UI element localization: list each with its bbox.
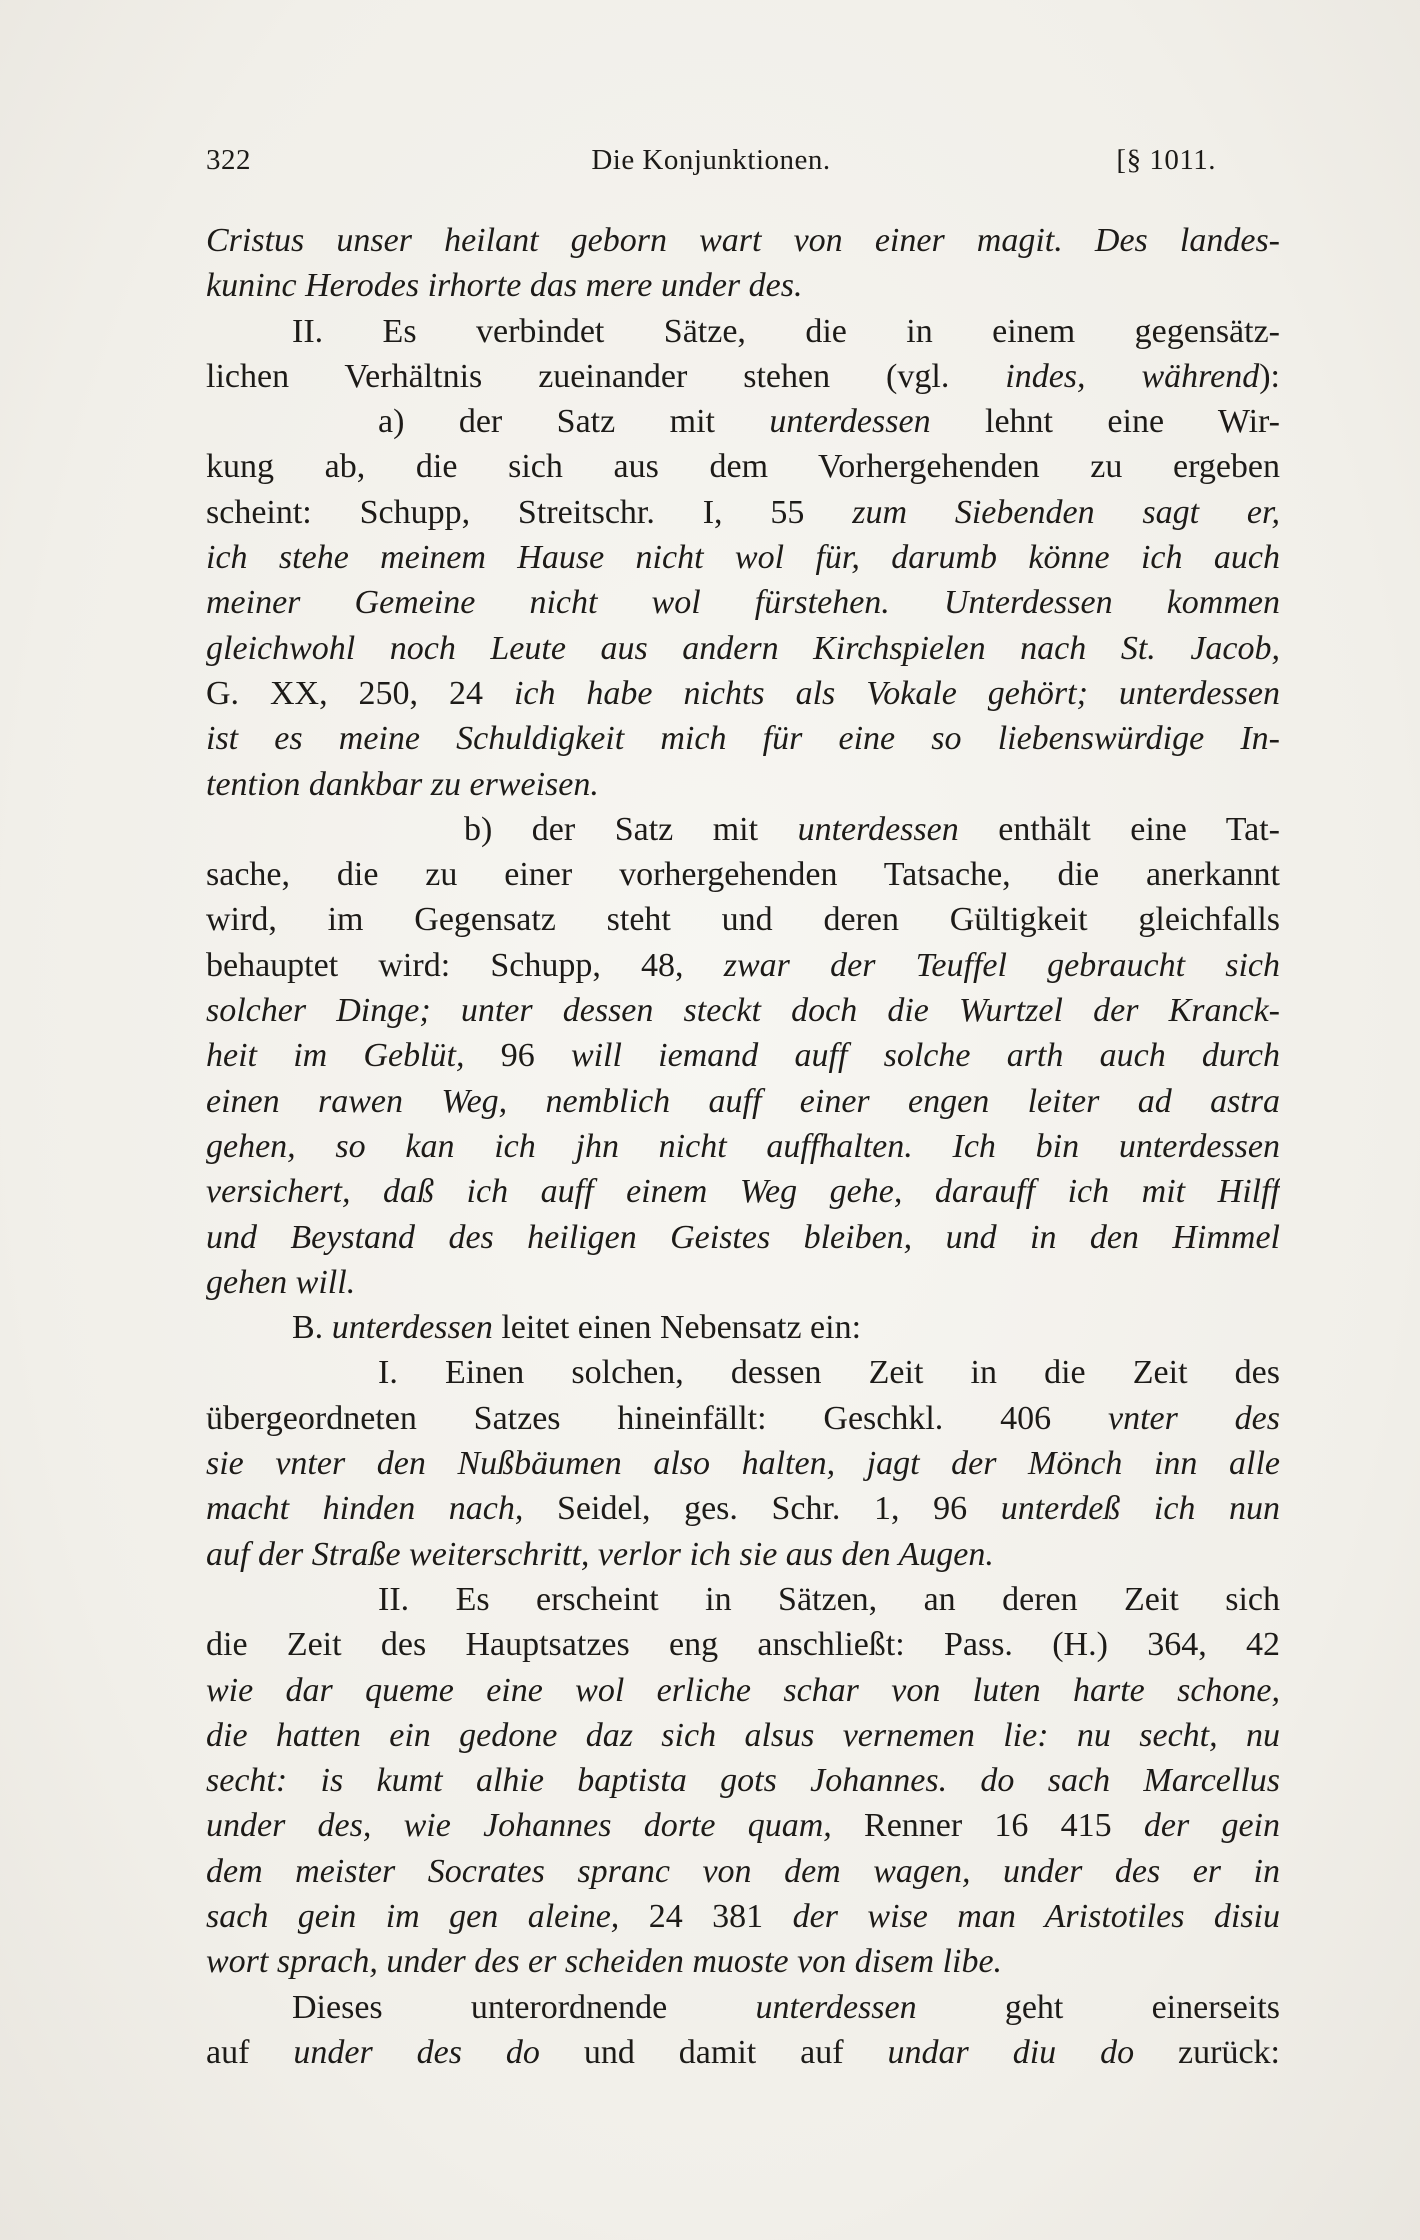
roman-text: leitet einen Nebensatz ein: (492, 1309, 862, 1347)
italic-text: unterdessen (331, 1309, 493, 1347)
italic-text: gehen will. (206, 1263, 356, 1301)
italic-text: wort sprach, under des er scheiden muoste von disem libe. (206, 1943, 1003, 1981)
italic-text: indes, während (1005, 357, 1260, 395)
running-title: Die Konjunktionen. (591, 144, 831, 176)
italic-text: unterdessen (797, 810, 959, 848)
italic-text: macht hinden nach, (206, 1490, 524, 1528)
italic-text: solcher Dinge; unter dessen steckt doch die Wurtzel der Kranck- (206, 992, 1280, 1030)
roman-text: 24 381 (619, 1897, 793, 1935)
text-line (206, 1939, 1280, 1984)
italic-text: sach gein im gen aleine, (206, 1897, 620, 1935)
italic-text: wie dar queme eine wol erliche schar von luten harte schone, (206, 1671, 1280, 1709)
roman-text: ): (1259, 357, 1280, 395)
italic-text: zwar der Teuffel gebraucht sich (723, 946, 1280, 984)
text-line (206, 1532, 1280, 1577)
text-line (206, 1033, 1280, 1078)
roman-text: B. (292, 1309, 332, 1347)
roman-text: wird, im Gegensatz steht und deren Gültigkeit gleichfalls (206, 901, 1280, 939)
roman-text: übergeordneten Satzes hineinfällt: Geschkl. 406 (206, 1399, 1108, 1437)
italic-text: der wise man Aristotiles disiu (792, 1897, 1280, 1935)
italic-text: zum Siebenden sagt er, (852, 493, 1280, 531)
text-line (206, 580, 1280, 625)
italic-text: unterdessen (769, 403, 931, 441)
text-line (206, 354, 1280, 399)
roman-text: II. Es verbindet Sätze, die in einem gegensätz- (292, 312, 1280, 350)
italic-text: undar diu do (887, 2033, 1135, 2071)
text-line (206, 1758, 1280, 1803)
text-line (206, 1849, 1280, 1894)
text-line (206, 490, 1280, 535)
italic-text: ist es meine Schuldigkeit mich für eine so liebenswürdige In- (206, 720, 1280, 758)
section-number: [§ 1011. (1116, 144, 1216, 176)
text-line (206, 1668, 1280, 1713)
text-line (206, 1079, 1280, 1124)
italic-text: gleichwohl noch Leute aus andern Kirchspielen nach St. Jacob, (206, 629, 1280, 667)
roman-text: und damit auf (539, 2033, 888, 2071)
roman-text: G. XX, 250, 24 (206, 674, 514, 712)
text-body (206, 218, 1280, 2075)
italic-text: Cristus unser heilant geborn wart von einer magit. Des landes- (206, 222, 1280, 259)
text-line (206, 444, 1280, 489)
text-line (206, 852, 1280, 897)
text-line (206, 1441, 1280, 1486)
italic-text: der gein (1143, 1807, 1280, 1845)
text-line (206, 535, 1280, 580)
italic-text: vnter des (1107, 1399, 1280, 1437)
italic-text: auf der Straße weiterschritt, verlor ich sie aus den Augen. (206, 1535, 994, 1573)
italic-text: under des do (293, 2033, 540, 2071)
text-line (206, 1985, 1280, 2030)
text-line (206, 716, 1280, 761)
text-line (206, 263, 1280, 308)
roman-text: Dieses unterordnende (292, 1988, 756, 2026)
text-line (206, 1305, 1280, 1350)
italic-text: ich stehe meinem Hause nicht wol für, darumb könne ich auch (206, 539, 1280, 577)
italic-text: die hatten ein gedone daz sich alsus vernemen lie: nu secht, nu (206, 1716, 1280, 1754)
italic-text: versichert, daß ich auff einem Weg gehe, darauff ich mit Hilff (206, 1173, 1280, 1211)
text-line (206, 1713, 1280, 1758)
italic-text: meiner Gemeine nicht wol fürstehen. Unterdessen kommen (206, 584, 1280, 622)
text-line (206, 2030, 1280, 2075)
roman-text: kung ab, die sich aus dem Vorhergehenden zu ergeben (206, 448, 1280, 486)
text-line (206, 1350, 1280, 1395)
roman-text: auf (206, 2033, 294, 2071)
roman-text: geht einerseits (916, 1988, 1280, 2026)
text-line (206, 1169, 1280, 1214)
text-line (206, 1577, 1280, 1622)
text-line (206, 1260, 1280, 1305)
roman-text: 96 (464, 1037, 571, 1075)
roman-text: Seidel, ges. Schr. 1, 96 (523, 1490, 1001, 1528)
roman-text: enthält eine Tat- (958, 810, 1280, 848)
text-line (206, 988, 1280, 1033)
roman-text: a) der Satz mit (378, 403, 770, 441)
text-line (206, 897, 1280, 942)
text-line (206, 1215, 1280, 1260)
text-line (206, 1124, 1280, 1169)
text-line (206, 671, 1280, 716)
text-line (206, 218, 1280, 263)
roman-text: zurück: (1134, 2033, 1280, 2071)
italic-text: heit im Geblüt, (206, 1037, 465, 1075)
roman-text: I. Einen solchen, dessen Zeit in die Zeit des (378, 1354, 1280, 1392)
text-line (206, 807, 1280, 852)
text-line (206, 1396, 1280, 1441)
page-number: 322 (206, 144, 251, 176)
roman-text: die Zeit des Hauptsatzes eng anschließt: Pass. (H.) 364, 42 (206, 1626, 1280, 1664)
text-line (206, 1894, 1280, 1939)
roman-text: scheint: Schupp, Streitschr. I, 55 (206, 493, 853, 531)
italic-text: sie vnter den Nußbäumen also halten, jagt der Mönch inn alle (206, 1445, 1280, 1483)
italic-text: einen rawen Weg, nemblich auff einer engen leiter ad astra (206, 1082, 1280, 1120)
roman-text: lehnt eine Wir- (930, 403, 1280, 441)
text-line (206, 1486, 1280, 1531)
italic-text: unterdeß ich nun (1000, 1490, 1280, 1528)
page-header (206, 144, 1216, 184)
text-line (206, 626, 1280, 671)
italic-text: dem meister Socrates spranc von dem wagen, under des er in (206, 1852, 1280, 1890)
roman-text: lichen Verhältnis zueinander stehen (vgl. (206, 357, 1006, 395)
text-line (206, 399, 1280, 444)
italic-text: gehen, so kan ich jhn nicht auffhalten. Ich bin unterdessen (206, 1127, 1280, 1165)
italic-text: ich habe nichts als Vokale gehört; unterdessen (513, 674, 1280, 712)
text-line (206, 943, 1280, 988)
italic-text: kuninc Herodes irhorte das mere under des. (206, 267, 803, 305)
italic-text: und Beystand des heiligen Geistes bleiben, und in den Himmel (206, 1218, 1280, 1256)
italic-text: under des, wie Johannes dorte quam, (206, 1807, 832, 1845)
roman-text: Renner 16 415 (831, 1807, 1144, 1845)
text-line (206, 1803, 1280, 1848)
italic-text: unterdessen (755, 1988, 917, 2026)
roman-text: sache, die zu einer vorhergehenden Tatsache, die anerkannt (206, 856, 1280, 894)
italic-text: tention dankbar zu erweisen. (206, 765, 599, 803)
text-line (206, 1622, 1280, 1667)
roman-text: II. Es erscheint in Sätzen, an deren Zeit sich (378, 1580, 1280, 1618)
roman-text: behauptet wird: Schupp, 48, (206, 946, 724, 984)
italic-text: secht: is kumt alhie baptista gots Johannes. do sach Marcellus (206, 1762, 1280, 1800)
text-line (206, 309, 1280, 354)
text-line (206, 762, 1280, 807)
roman-text: b) der Satz mit (464, 810, 798, 848)
italic-text: will iemand auff solche arth auch durch (570, 1037, 1280, 1075)
